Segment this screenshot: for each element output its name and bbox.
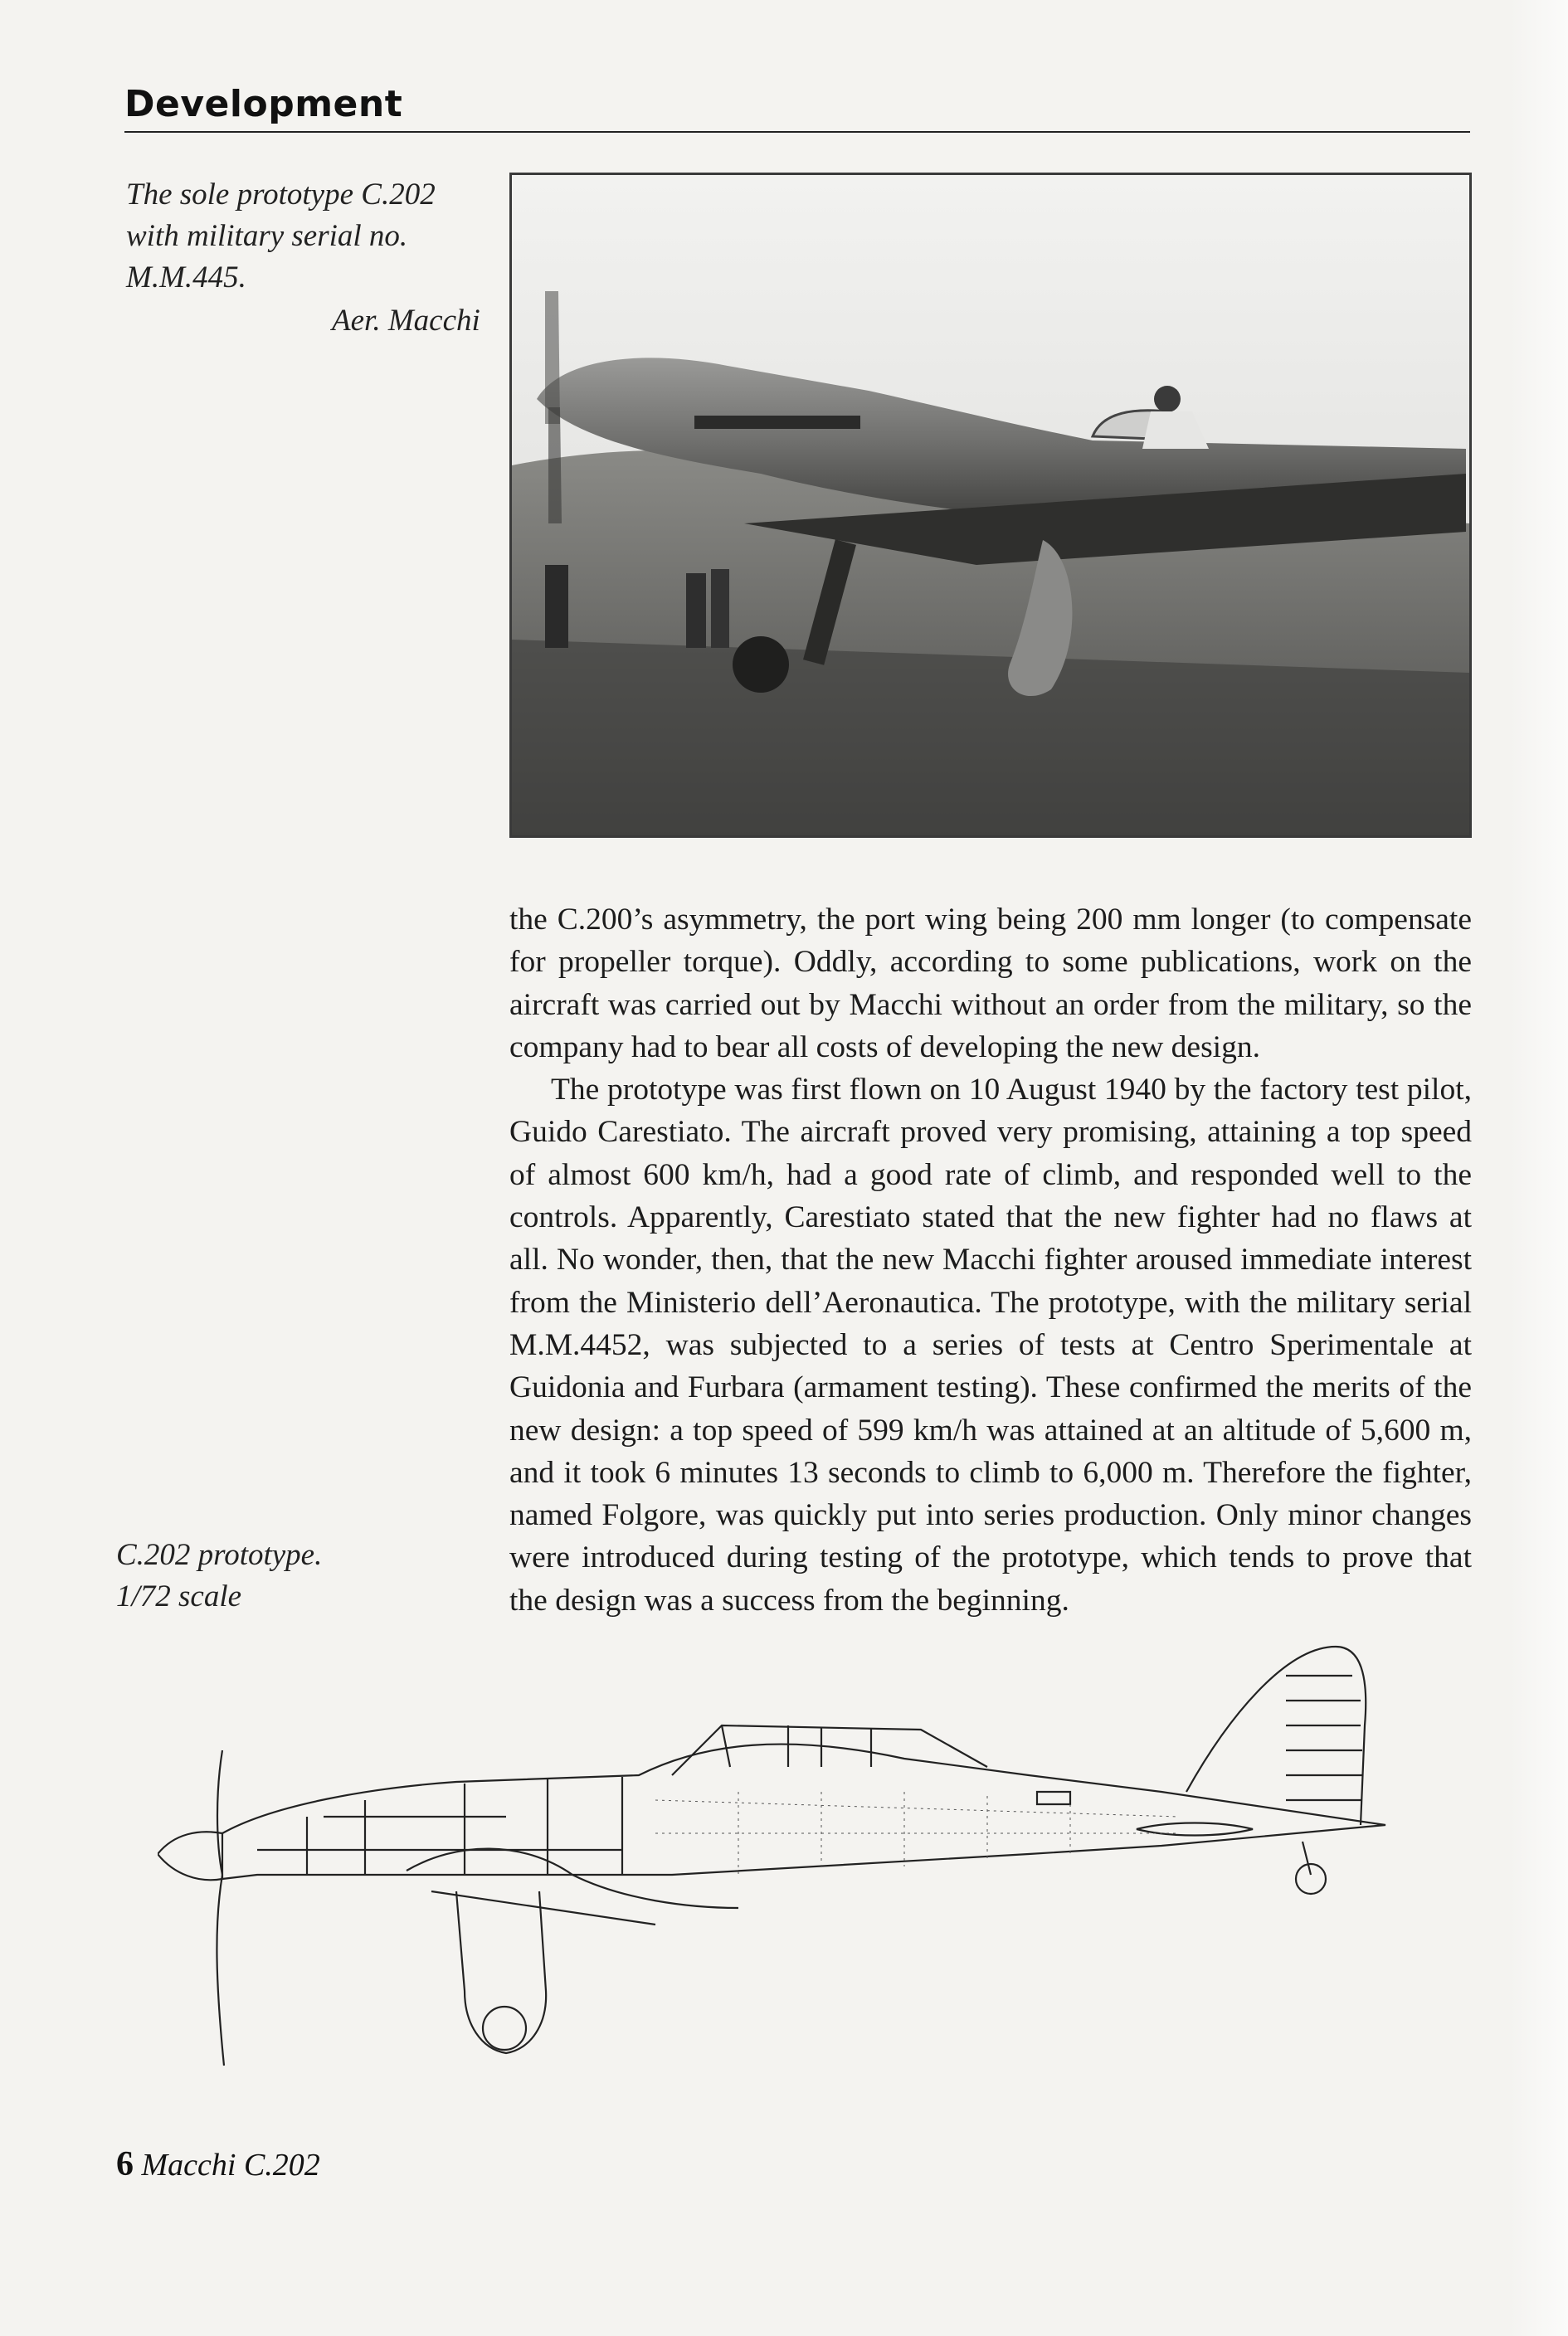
photo-caption-line: with military serial no. <box>126 219 408 253</box>
section-title: Development <box>124 83 403 125</box>
body-text <box>509 898 1472 1622</box>
aircraft-line-drawing <box>158 1626 1402 2090</box>
photo-caption-line: M.M.445. <box>126 260 246 294</box>
page-number: 6 <box>116 2145 134 2183</box>
prototype-photo <box>509 173 1472 838</box>
photo-caption <box>126 174 491 299</box>
page-footer <box>116 2144 320 2184</box>
drawing-caption <box>116 1535 322 1618</box>
header-rule <box>124 131 1470 133</box>
drawing-caption-line: 1/72 scale <box>116 1579 242 1613</box>
drawing-caption-line: C.202 prototype. <box>116 1538 323 1572</box>
photo-credit: Aer. Macchi <box>332 304 480 338</box>
aircraft-side-view-drawing <box>158 1626 1402 2090</box>
page-edge <box>1510 0 1568 2336</box>
photo-caption-line: The sole prototype C.202 <box>126 178 436 212</box>
prototype-photo-image <box>512 175 1469 835</box>
body-paragraph: the C.200’s asymmetry, the port wing being 200 mm longer (to compensate for propeller torque). Oddly, according to some publications, work on the aircraft was carried out by Macchi without an order from the military, so the company had to bear all costs of developing the new design. <box>509 903 1472 1064</box>
body-paragraph: The prototype was first flown on 10 August 1940 by the factory test pilot, Guido Carestiato. The aircraft proved very promising, attaining a top speed of almost 600 km/h, had a good rate of climb, and responded well to the controls. Apparently, Carestiato stated that the new fighter had no flaws at all. No wonder, then, that the new Macchi fighter aroused immediate interest from the Ministerio dell’Aeronautica. The prototype, with the military serial M.M.4452, was subjected to a series of tests at Centro Sperimentale at Guidonia and Furbara (armament testing). These confirmed the merits of the new design: a top speed of 599 km/h was attained at an altitude of 5,600 m, and it took 6 minutes 13 seconds to climb to 6,000 m. Therefore the fighter, named Folgore, was quickly put into series production. Only minor changes were introduced during testing of the prototype, which tends to prove that the design was a success from the beginning. <box>509 1073 1472 1618</box>
book-title: Macchi C.202 <box>141 2148 320 2183</box>
